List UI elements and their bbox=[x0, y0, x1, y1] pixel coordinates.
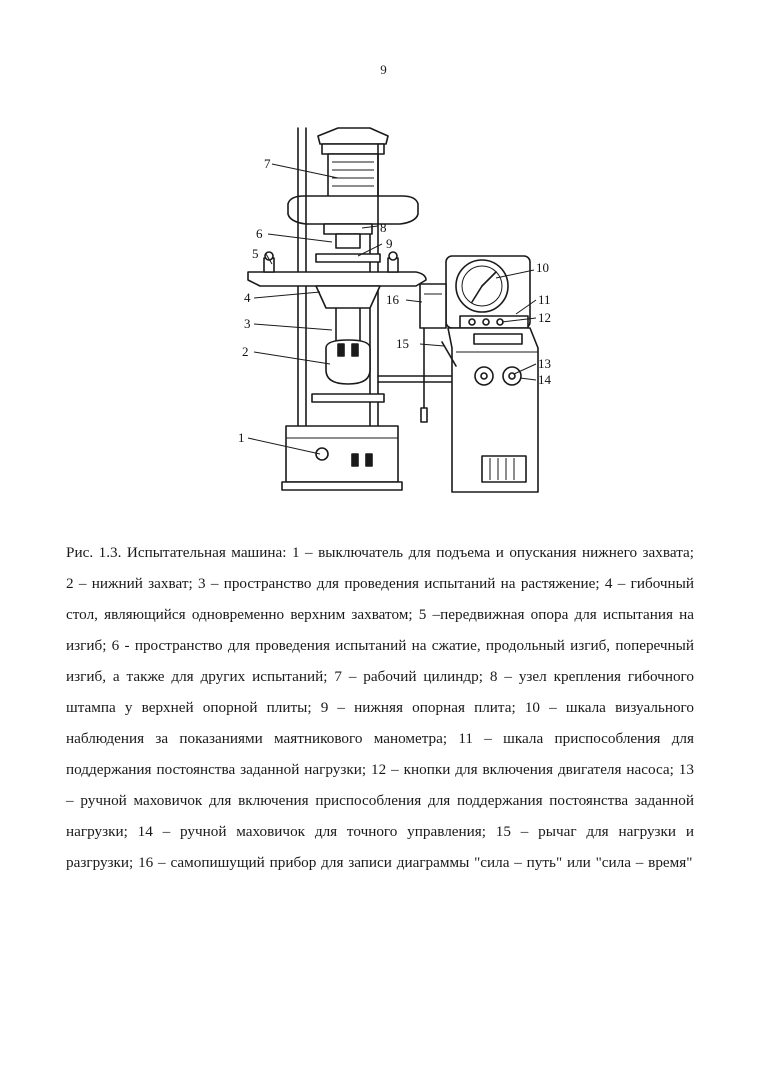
pump-button bbox=[483, 319, 489, 325]
bending-table bbox=[248, 272, 426, 286]
console-vent bbox=[482, 456, 526, 482]
callout-3: 3 bbox=[244, 316, 251, 331]
console-panel bbox=[474, 334, 522, 344]
cylinder-top-cap bbox=[318, 128, 388, 144]
upper-grip bbox=[316, 286, 380, 308]
callout-10: 10 bbox=[536, 260, 549, 275]
callout-14: 14 bbox=[538, 372, 551, 387]
lower-grip bbox=[326, 340, 370, 384]
page-number: 9 bbox=[380, 62, 387, 77]
figure-caption: Рис. 1.3. Испытательная машина: 1 – выключатель для подъема и опускания нижнего захвата; 2 – нижний захват; 3 – пространство для проведения испытаний на растяжение; 4 – гибочный стол, являющийся одновременно верхним захватом; 5 –передвижная опора для испытания на изгиб; 6 - пространство для проведения испытаний на сжатие, продольный изгиб, поперечный изгиб, а также для других испытаний; 7 – рабочий цилиндр; 8 – узел крепления гибочного штампа у верхней опорной плиты; 9 – нижняя опорная плита; 10 – шкала визуального наблюдения за показаниями маятникового манометра; 11 – шкала приспособления для поддержания постоянства заданной нагрузки; 12 – кнопки для включения двигателя насоса; 13 – ручной маховичок для включения приспособления для поддержания постоянства заданной нагрузки; 14 – ручной маховичок для точного управления; 15 – рычаг для нагрузки и разгрузки; 16 – самопишущий прибор для записи диаграммы "сила – путь" или "сила – время" bbox=[66, 544, 694, 872]
callout-8: 8 bbox=[380, 220, 387, 235]
testing-machine-drawing bbox=[220, 108, 580, 504]
callout-12: 12 bbox=[538, 310, 551, 325]
bending-die-mount bbox=[336, 234, 360, 248]
press-base bbox=[286, 426, 398, 482]
callout-1: 1 bbox=[238, 430, 245, 445]
callout-16: 16 bbox=[386, 292, 399, 307]
callout-9: 9 bbox=[386, 236, 393, 251]
callout-13: 13 bbox=[538, 356, 551, 371]
testing-machine-figure bbox=[220, 108, 580, 504]
callout-5: 5 bbox=[252, 246, 259, 261]
callout-2: 2 bbox=[242, 344, 249, 359]
callout-4: 4 bbox=[244, 290, 251, 305]
callout-15: 15 bbox=[396, 336, 409, 351]
cylinder-cap-ring bbox=[322, 144, 384, 154]
press-foot bbox=[282, 482, 402, 490]
upper-bearing-plate bbox=[324, 224, 372, 234]
callout-7: 7 bbox=[264, 156, 271, 171]
callout-6: 6 bbox=[256, 226, 263, 241]
callout-11: 11 bbox=[538, 292, 551, 307]
lower-bearing-plate bbox=[316, 254, 380, 262]
upper-crosshead bbox=[288, 196, 418, 224]
recorder-box bbox=[420, 284, 446, 328]
lower-crossbeam bbox=[312, 394, 384, 402]
working-cylinder bbox=[328, 154, 378, 198]
